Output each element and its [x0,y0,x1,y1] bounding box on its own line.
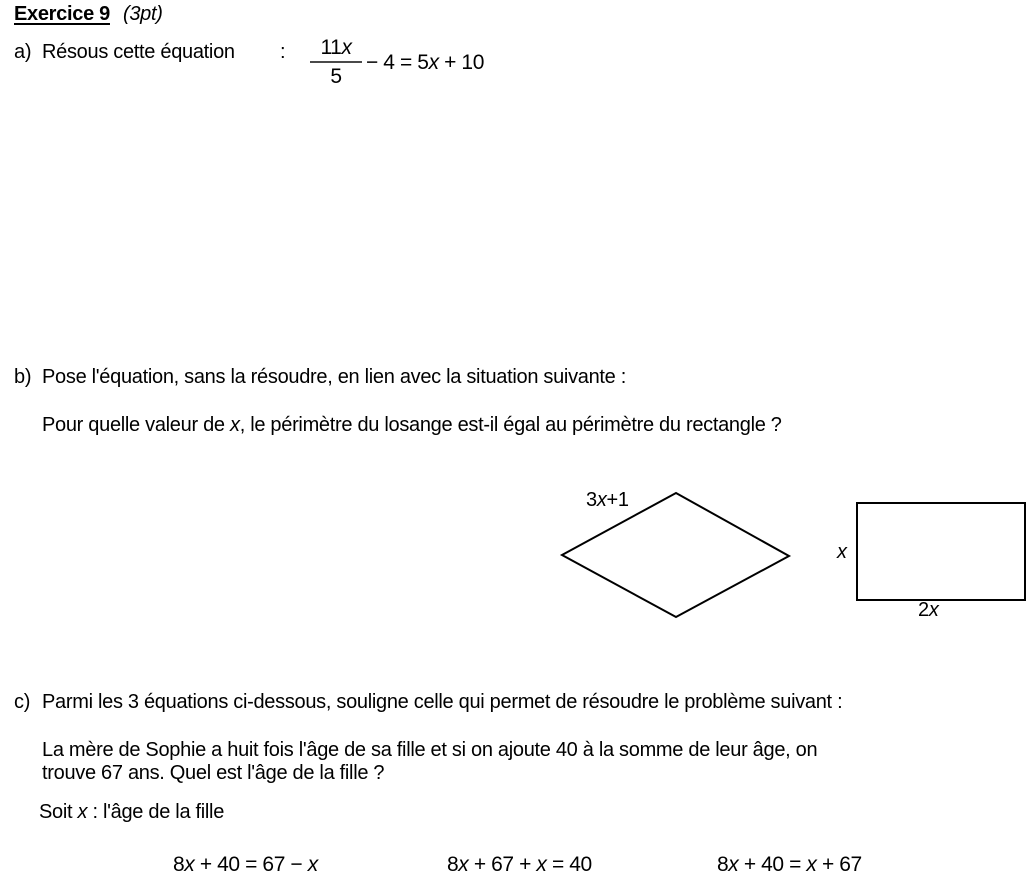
item-c-problem [42,739,817,785]
candidate-equation-1: 8x + 40 = 67 − x [173,853,318,876]
rectangle-width-label: 2x [918,599,939,621]
item-b-question: Pour quelle valeur de x, le périmètre du losange est-il égal au périmètre du rectangle ? [42,414,782,436]
losange-side-label: 3x+1 [586,489,629,511]
rectangle-shape [857,503,1025,600]
exercise-title: Exercice 9 [14,3,110,25]
item-a-colon: : [280,41,286,63]
fraction [310,34,362,90]
candidate-equation-3: 8x + 40 = x + 67 [717,853,862,876]
points-label: (3pt) [122,3,163,25]
fraction-numerator: 11x [310,34,362,63]
problem-line-1: La mère de Sophie a huit fois l'âge de sa fille et si on ajoute 40 à la somme de leur âge, on [42,739,818,761]
candidate-equation-2: 8x + 67 + x = 40 [447,853,592,876]
problem-line-2: trouve 67 ans. Quel est l'âge de la fille ? [42,762,385,784]
rectangle-height-label: x [837,541,847,563]
variable-definition: Soit x : l'âge de la fille [39,801,225,823]
item-b-label: b) [14,366,32,388]
item-c-prompt: Parmi les 3 équations ci-dessous, souligne celle qui permet de résoudre le problème suivant : [42,691,843,713]
item-c-label: c) [14,691,31,713]
fraction-denominator: 5 [330,65,342,88]
item-b-prompt: Pose l'équation, sans la résoudre, en lien avec la situation suivante : [42,366,627,388]
equation-a-rhs: − 4 = 5x + 10 [366,51,484,74]
title-row [14,3,163,26]
item-a-label: a) [14,41,32,63]
item-a-prompt: Résous cette équation [42,41,235,63]
